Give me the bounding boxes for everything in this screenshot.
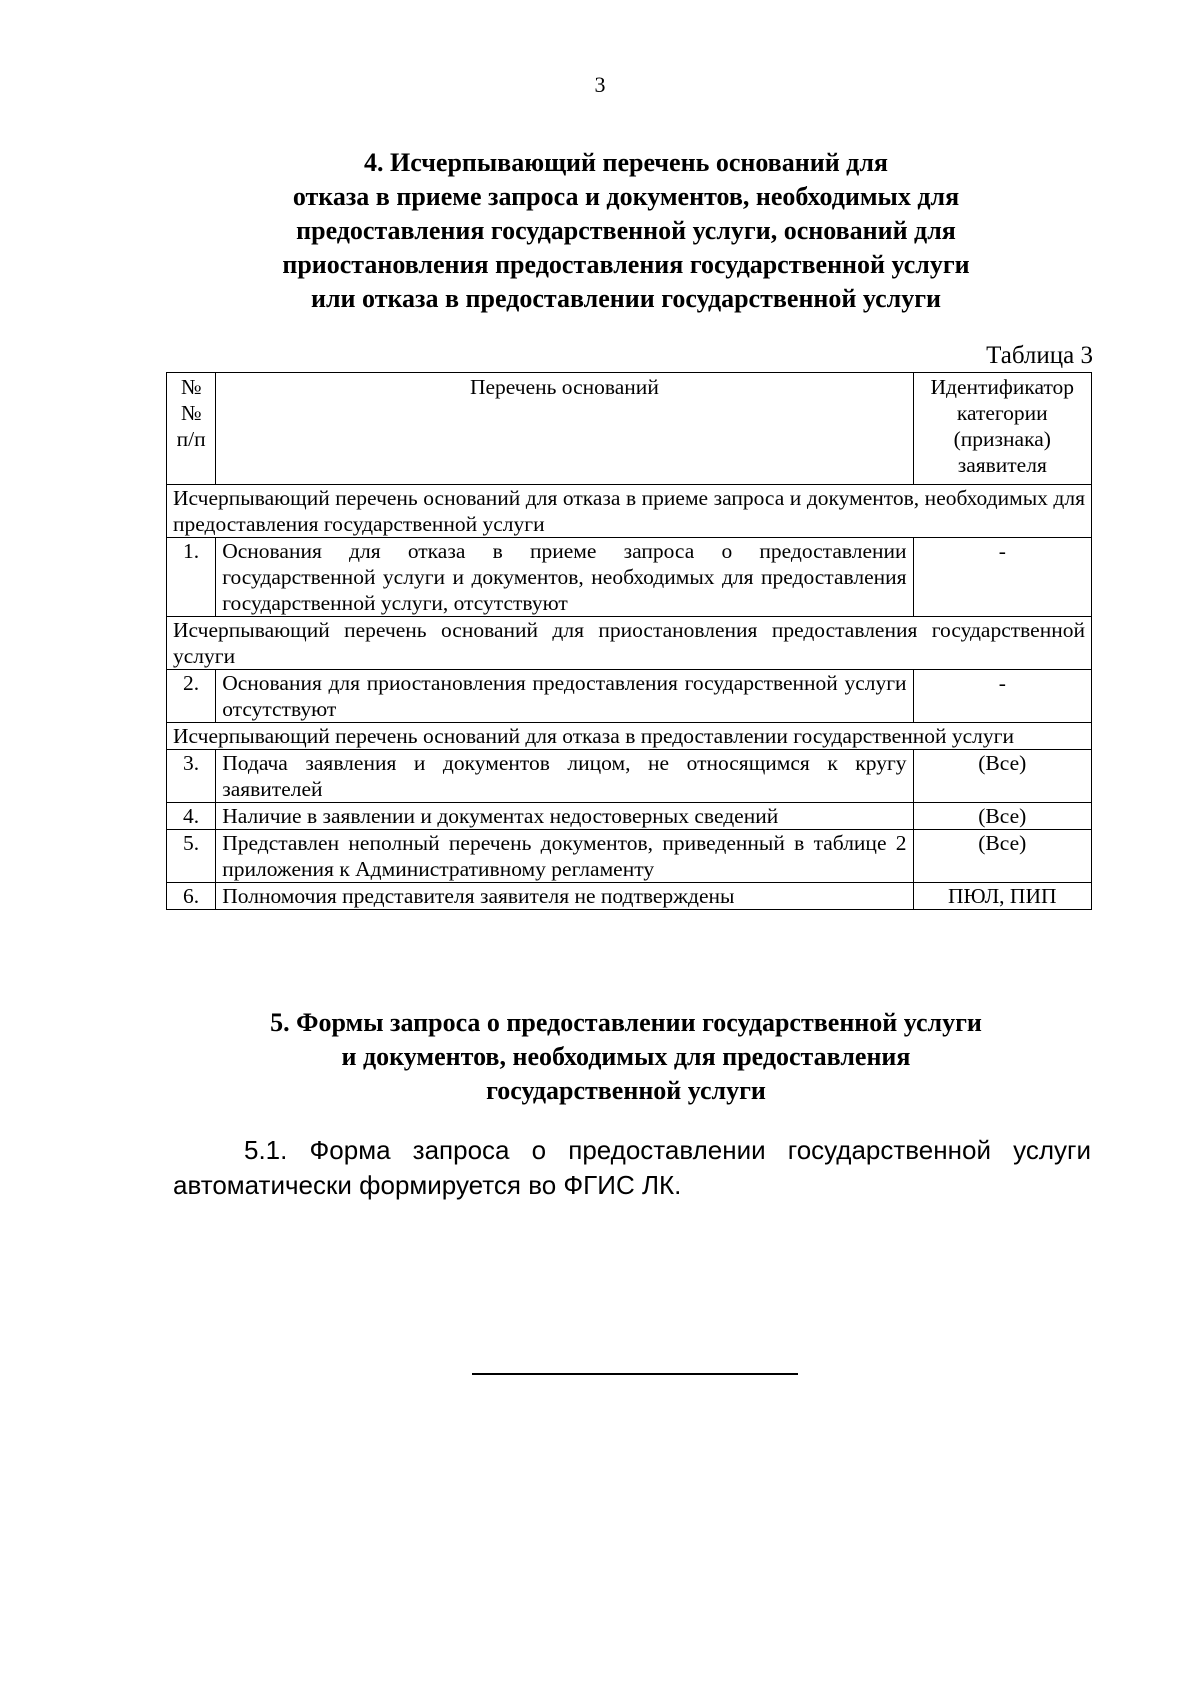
group-suspension: Исчерпывающий перечень оснований для приостановления предоставления государственной услуги	[167, 617, 1092, 670]
section-5-title-line: 5. Формы запроса о предоставлении государственной услуги	[270, 1008, 982, 1037]
group-refusal-reception: Исчерпывающий перечень оснований для отказа в приеме запроса и документов, необходимых для предоставления государственной услуги	[167, 485, 1092, 538]
table-header-row	[167, 373, 1092, 485]
row-identifier: (Все)	[913, 750, 1091, 803]
table-row	[167, 670, 1092, 723]
table-row	[167, 883, 1092, 910]
section-4-title-line: отказа в приеме запроса и документов, необходимых для	[292, 182, 960, 211]
section-4-title-line: приостановления предоставления государственной услуги	[282, 250, 970, 279]
row-reason: Подача заявления и документов лицом, не относящимся к кругу заявителей	[216, 750, 913, 803]
section-4-title-line: 4. Исчерпывающий перечень оснований для	[364, 148, 888, 177]
group-refusal-provision: Исчерпывающий перечень оснований для отказа в предоставлении государственной услуги	[167, 723, 1092, 750]
section-5-title	[160, 1006, 1092, 1108]
header-reasons: Перечень оснований	[216, 373, 913, 485]
row-identifier: ПЮЛ, ПИП	[913, 883, 1091, 910]
section-4-title-line: предоставления государственной услуги, оснований для	[296, 216, 956, 245]
header-num: №№ п/п	[167, 373, 216, 485]
table-row	[167, 803, 1092, 830]
header-identifier: Идентификатор категории (признака) заявителя	[913, 373, 1091, 485]
row-identifier: (Все)	[913, 830, 1091, 883]
end-divider	[472, 1373, 798, 1375]
paragraph-5-1: 5.1. Форма запроса о предоставлении государственной услуги автоматически формируется во ФГИС ЛК.	[173, 1135, 1091, 1200]
table-group-row	[167, 723, 1092, 750]
grounds-table	[166, 372, 1092, 910]
row-num: 3.	[167, 750, 216, 803]
section-5-title-line: государственной услуги	[486, 1076, 766, 1105]
table-group-row	[167, 617, 1092, 670]
page-number: 3	[594, 72, 606, 97]
row-num: 5.	[167, 830, 216, 883]
row-identifier: -	[913, 538, 1091, 617]
table-row	[167, 830, 1092, 883]
row-num: 1.	[167, 538, 216, 617]
row-reason: Полномочия представителя заявителя не подтверждены	[216, 883, 913, 910]
row-reason: Основания для отказа в приеме запроса о предоставлении государственной услуги и документов, необходимых для предоставления государственной услуги, отсутствуют	[216, 538, 913, 617]
section-4-title-line: или отказа в предоставлении государственной услуги	[310, 284, 942, 313]
section-4-title	[160, 146, 1092, 316]
section-5-title-line: и документов, необходимых для предоставления	[341, 1042, 911, 1071]
row-reason: Наличие в заявлении и документах недостоверных сведений	[216, 803, 913, 830]
row-identifier: (Все)	[913, 803, 1091, 830]
row-num: 4.	[167, 803, 216, 830]
table-row	[167, 750, 1092, 803]
table-group-row	[167, 485, 1092, 538]
row-identifier: -	[913, 670, 1091, 723]
row-reason: Основания для приостановления предоставления государственной услуги отсутствуют	[216, 670, 913, 723]
row-reason: Представлен неполный перечень документов, приведенный в таблице 2 приложения к Административному регламенту	[216, 830, 913, 883]
row-num: 2.	[167, 670, 216, 723]
row-num: 6.	[167, 883, 216, 910]
table-caption: Таблица 3	[986, 342, 1093, 369]
table-row	[167, 538, 1092, 617]
